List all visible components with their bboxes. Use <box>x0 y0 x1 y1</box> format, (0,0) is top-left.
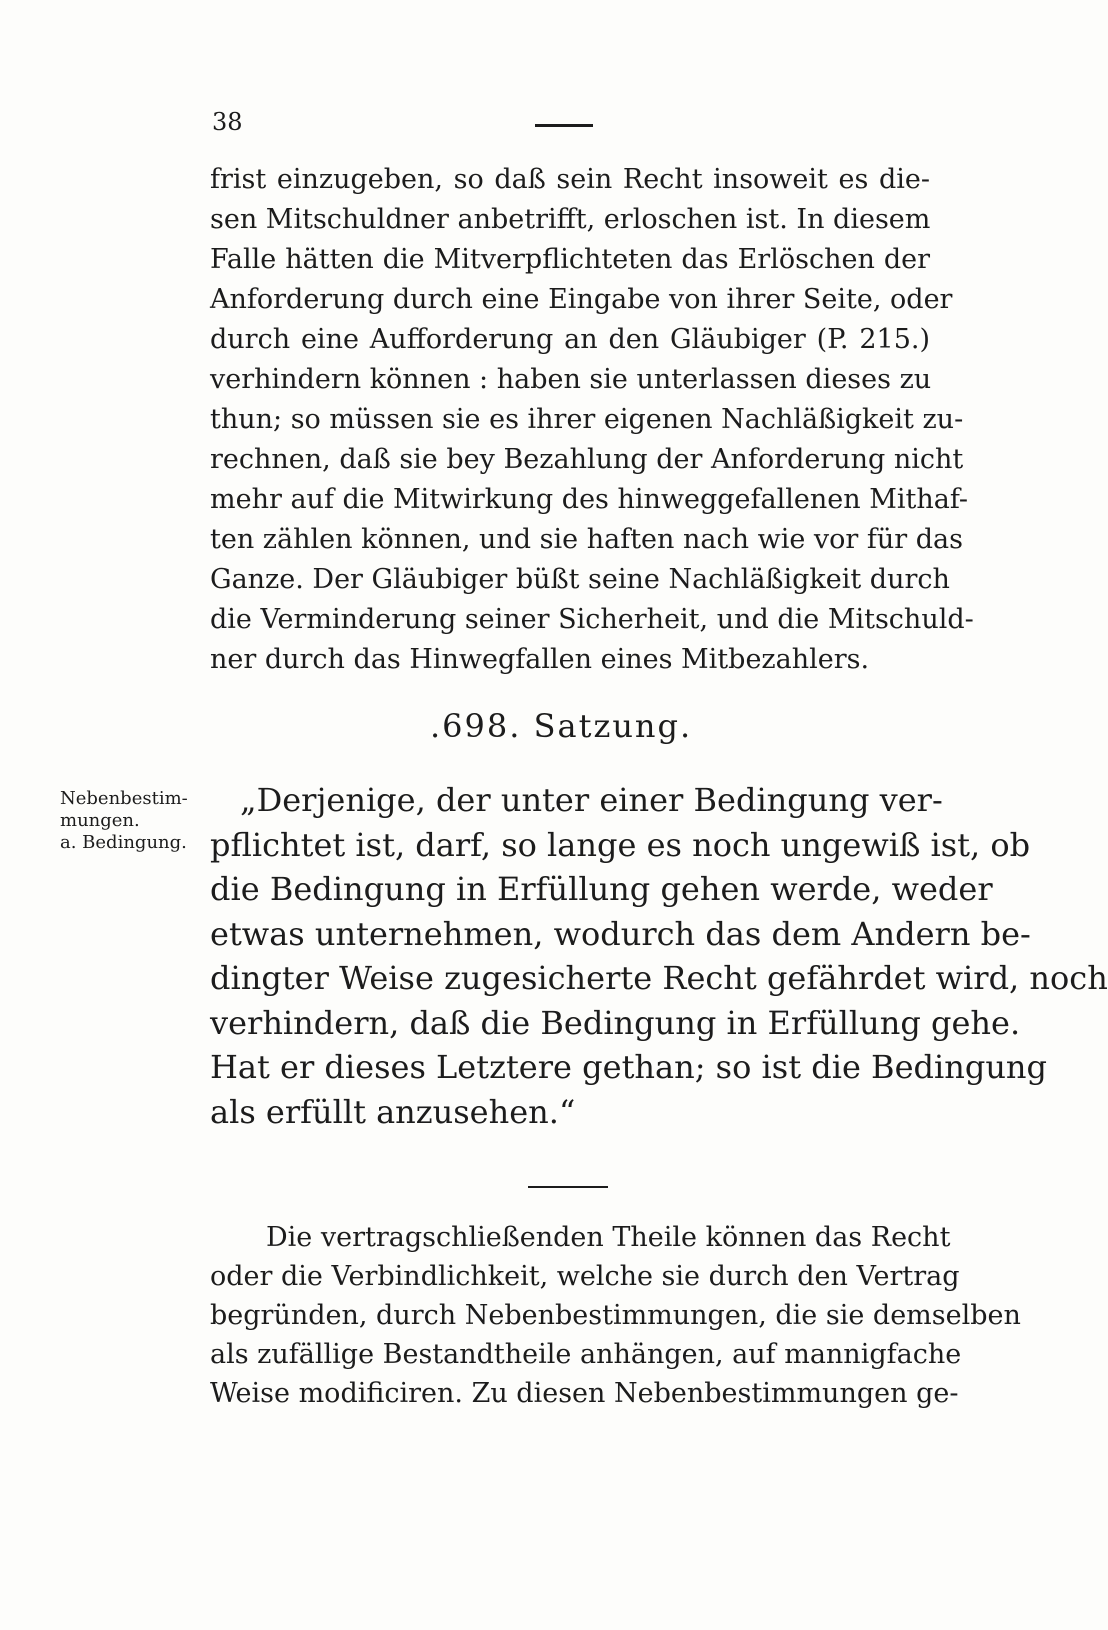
text-line: Ganze. Der Gläubiger büßt seine Nachläßigkeit durch <box>210 564 950 595</box>
text-line: rechnen, daß sie bey Bezahlung der Anforderung nicht <box>210 444 964 475</box>
text-line: mehr auf die Mitwirkung des hinweggefallenen Mithaf- <box>210 484 968 515</box>
paragraph-2 <box>210 1218 1021 1413</box>
text-line: Anforderung durch eine Eingabe von ihrer Seite, oder <box>210 284 953 315</box>
text-line: die Verminderung seiner Sicherheit, und die Mitschuld- <box>210 604 974 635</box>
quoted-paragraph <box>210 778 1108 1134</box>
text-line: frist einzugeben, so daß sein Recht insoweit es die- <box>210 164 930 195</box>
text-line: verhindern, daß die Bedingung in Erfüllung gehe. <box>210 1003 1021 1042</box>
text-line: thun; so müssen sie es ihrer eigenen Nachläßigkeit zu- <box>210 404 964 435</box>
text-line: oder die Verbindlichkeit, welche sie durch den Vertrag <box>210 1261 960 1292</box>
section-divider <box>528 1186 608 1188</box>
text-line: Hat er dieses Letztere gethan; so ist die Bedingung <box>210 1048 1048 1086</box>
text-line: Die vertragschließenden Theile können das Recht <box>266 1222 951 1253</box>
margin-note-line: mungen. <box>60 810 140 831</box>
text-line: durch eine Aufforderung an den Gläubiger (P. 215.) <box>210 324 930 355</box>
text-line: begründen, durch Nebenbestimmungen, die sie demselben <box>210 1300 1021 1331</box>
text-line: ner durch das Hinwegfallen eines Mitbezahlers. <box>210 644 870 675</box>
paragraph-1 <box>210 160 974 680</box>
text-line: etwas unternehmen, wodurch das dem Andern be- <box>210 914 1031 953</box>
text-line: pflichtet ist, darf, so lange es noch ungewiß ist, ob <box>210 825 1031 864</box>
text-line: Weise modificiren. Zu diesen Nebenbestimmungen ge- <box>210 1378 959 1409</box>
margin-note-line: a. Bedingung. <box>60 832 187 853</box>
margin-note-line: Nebenbestim- <box>60 788 188 809</box>
header-rule <box>535 124 593 127</box>
text-line: als zufällige Bestandtheile anhängen, auf mannigfache <box>210 1339 962 1370</box>
text-line: Falle hätten die Mitverpflichteten das Erlöschen der <box>210 244 930 275</box>
text-line: als erfüllt anzusehen.“ <box>210 1092 576 1131</box>
page-number: 38 <box>212 108 243 136</box>
text-line: sen Mitschuldner anbetrifft, erloschen ist. In diesem <box>210 204 931 235</box>
text-line: dingter Weise zugesicherte Recht gefährdet wird, noch <box>210 959 1108 997</box>
text-line: die Bedingung in Erfüllung gehen werde, weder <box>210 870 993 908</box>
section-heading: .698. Satzung. <box>430 707 693 745</box>
margin-note <box>60 788 188 854</box>
text-line: verhindern können : haben sie unterlassen dieses zu <box>210 364 932 395</box>
text-line: „Derjenige, der unter einer Bedingung ver- <box>240 781 943 819</box>
text-line: ten zählen können, und sie haften nach wie vor für das <box>210 524 963 555</box>
